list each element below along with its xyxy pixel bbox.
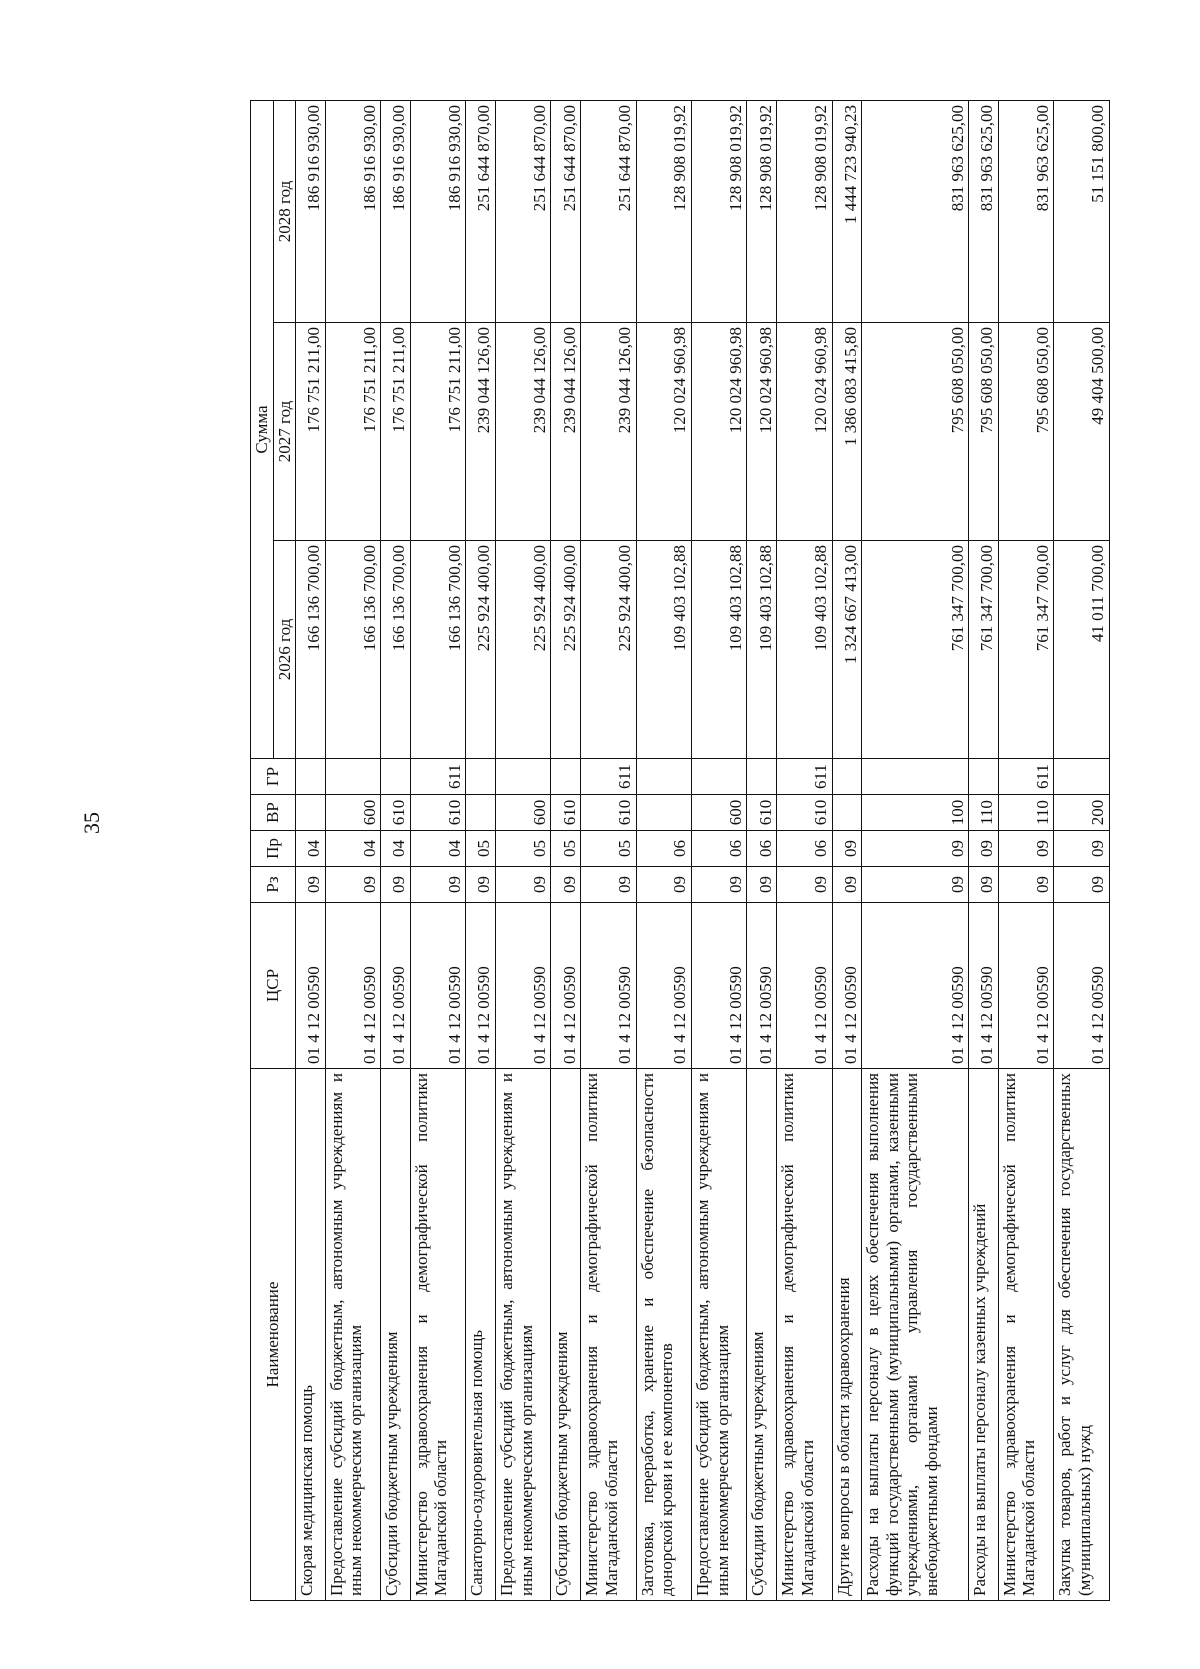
table-row xyxy=(496,101,551,1601)
row-2027-cell: 239 044 126,00 xyxy=(496,323,551,541)
row-name-cell: Закупка товаров, работ и услуг для обеспечения государственных (муниципальных) нужд xyxy=(1054,1069,1110,1601)
header-row-1 xyxy=(251,101,274,1601)
row-csr-cell: 01 4 12 00590 xyxy=(551,903,581,1069)
row-name-cell: Расходы на выплаты персоналу казенных учреждений xyxy=(969,1069,999,1601)
row-2026-cell: 225 924 400,00 xyxy=(466,541,496,759)
row-pr-cell: 05 xyxy=(496,831,551,867)
row-2028-cell: 251 644 870,00 xyxy=(496,101,551,323)
row-2027-cell: 1 386 083 415,80 xyxy=(832,323,862,541)
row-csr-cell: 01 4 12 00590 xyxy=(969,903,999,1069)
row-name-cell: Субсидии бюджетным учреждениям xyxy=(551,1069,581,1601)
row-2028-cell: 128 908 019,92 xyxy=(747,101,777,323)
row-2028-cell: 1 444 723 940,23 xyxy=(832,101,862,323)
row-vr-cell: 610 xyxy=(551,795,581,831)
row-pr-cell: 05 xyxy=(466,831,496,867)
row-name-cell: Министерство здравоохранения и демографической политики Магаданской области xyxy=(410,1069,465,1601)
table-row xyxy=(692,101,747,1601)
header-pr: Пр xyxy=(251,831,296,867)
header-csr: ЦСР xyxy=(251,903,296,1069)
header-2028: 2028 год xyxy=(273,101,296,323)
row-pr-cell: 06 xyxy=(636,831,691,867)
row-rz-cell: 09 xyxy=(1054,867,1110,903)
row-csr-cell: 01 4 12 00590 xyxy=(832,903,862,1069)
row-2028-cell: 251 644 870,00 xyxy=(466,101,496,323)
header-sum: Сумма xyxy=(251,101,274,759)
row-gr-cell: 611 xyxy=(998,759,1053,795)
row-2026-cell: 761 347 700,00 xyxy=(969,541,999,759)
row-vr-cell xyxy=(636,795,691,831)
row-name-cell: Министерство здравоохранения и демографической политики Магаданской области xyxy=(777,1069,832,1601)
row-2027-cell: 120 024 960,98 xyxy=(636,323,691,541)
row-csr-cell: 01 4 12 00590 xyxy=(381,903,411,1069)
row-2027-cell: 120 024 960,98 xyxy=(692,323,747,541)
table-row xyxy=(466,101,496,1601)
row-vr-cell: 610 xyxy=(747,795,777,831)
row-csr-cell: 01 4 12 00590 xyxy=(692,903,747,1069)
table-row xyxy=(1054,101,1110,1601)
row-pr-cell: 09 xyxy=(862,831,969,867)
row-vr-cell: 200 xyxy=(1054,795,1110,831)
row-2027-cell: 795 608 050,00 xyxy=(862,323,969,541)
row-2028-cell: 186 916 930,00 xyxy=(381,101,411,323)
row-2026-cell: 109 403 102,88 xyxy=(777,541,832,759)
row-2027-cell: 239 044 126,00 xyxy=(551,323,581,541)
row-pr-cell: 09 xyxy=(832,831,862,867)
row-name-cell: Скорая медицинская помощь xyxy=(296,1069,326,1601)
row-rz-cell: 09 xyxy=(325,867,380,903)
row-2026-cell: 109 403 102,88 xyxy=(692,541,747,759)
row-2026-cell: 761 347 700,00 xyxy=(998,541,1053,759)
row-vr-cell: 610 xyxy=(410,795,465,831)
row-gr-cell xyxy=(466,759,496,795)
row-gr-cell xyxy=(747,759,777,795)
row-pr-cell: 06 xyxy=(692,831,747,867)
row-vr-cell xyxy=(296,795,326,831)
table-row xyxy=(998,101,1053,1601)
row-2026-cell: 166 136 700,00 xyxy=(410,541,465,759)
row-rz-cell: 09 xyxy=(862,867,969,903)
row-pr-cell: 04 xyxy=(381,831,411,867)
table-row xyxy=(636,101,691,1601)
row-2028-cell: 128 908 019,92 xyxy=(777,101,832,323)
row-name-cell: Санаторно-оздоровительная помощь xyxy=(466,1069,496,1601)
row-csr-cell: 01 4 12 00590 xyxy=(777,903,832,1069)
row-pr-cell: 04 xyxy=(410,831,465,867)
row-pr-cell: 06 xyxy=(777,831,832,867)
row-gr-cell xyxy=(551,759,581,795)
row-2026-cell: 166 136 700,00 xyxy=(325,541,380,759)
row-rz-cell: 09 xyxy=(832,867,862,903)
row-csr-cell: 01 4 12 00590 xyxy=(862,903,969,1069)
header-name: Наименование xyxy=(251,1069,296,1601)
row-vr-cell: 610 xyxy=(381,795,411,831)
budget-table xyxy=(250,100,1110,1601)
row-gr-cell xyxy=(325,759,380,795)
row-2027-cell: 239 044 126,00 xyxy=(466,323,496,541)
table-row xyxy=(862,101,969,1601)
row-pr-cell: 09 xyxy=(969,831,999,867)
row-gr-cell xyxy=(969,759,999,795)
row-pr-cell: 05 xyxy=(581,831,636,867)
row-2028-cell: 128 908 019,92 xyxy=(636,101,691,323)
row-pr-cell: 06 xyxy=(747,831,777,867)
row-csr-cell: 01 4 12 00590 xyxy=(296,903,326,1069)
row-name-cell: Министерство здравоохранения и демографической политики Магаданской области xyxy=(581,1069,636,1601)
row-pr-cell: 09 xyxy=(1054,831,1110,867)
table-row xyxy=(747,101,777,1601)
row-2027-cell: 239 044 126,00 xyxy=(581,323,636,541)
row-gr-cell xyxy=(862,759,969,795)
row-2026-cell: 225 924 400,00 xyxy=(551,541,581,759)
row-2027-cell: 49 404 500,00 xyxy=(1054,323,1110,541)
table-row xyxy=(296,101,326,1601)
row-2027-cell: 795 608 050,00 xyxy=(998,323,1053,541)
row-gr-cell xyxy=(496,759,551,795)
row-gr-cell xyxy=(832,759,862,795)
row-csr-cell: 01 4 12 00590 xyxy=(496,903,551,1069)
row-rz-cell: 09 xyxy=(296,867,326,903)
row-rz-cell: 09 xyxy=(969,867,999,903)
row-rz-cell: 09 xyxy=(551,867,581,903)
row-vr-cell: 610 xyxy=(581,795,636,831)
row-name-cell: Заготовка, переработка, хранение и обеспечение безопасности донорской крови и ее компонентов xyxy=(636,1069,691,1601)
header-vr: ВР xyxy=(251,795,296,831)
row-rz-cell: 09 xyxy=(466,867,496,903)
row-name-cell: Предоставление субсидий бюджетным, автономным учреждениям и иным некоммерческим организациям xyxy=(692,1069,747,1601)
row-pr-cell: 04 xyxy=(325,831,380,867)
row-rz-cell: 09 xyxy=(410,867,465,903)
row-rz-cell: 09 xyxy=(692,867,747,903)
row-2026-cell: 41 011 700,00 xyxy=(1054,541,1110,759)
table-row xyxy=(832,101,862,1601)
header-rz: Рз xyxy=(251,867,296,903)
row-2026-cell: 225 924 400,00 xyxy=(581,541,636,759)
row-2028-cell: 186 916 930,00 xyxy=(296,101,326,323)
row-csr-cell: 01 4 12 00590 xyxy=(998,903,1053,1069)
row-csr-cell: 01 4 12 00590 xyxy=(1054,903,1110,1069)
header-gr: ГР xyxy=(251,759,296,795)
row-2028-cell: 831 963 625,00 xyxy=(862,101,969,323)
table-row xyxy=(581,101,636,1601)
row-vr-cell: 600 xyxy=(496,795,551,831)
table-row xyxy=(551,101,581,1601)
row-gr-cell xyxy=(636,759,691,795)
row-vr-cell xyxy=(832,795,862,831)
row-rz-cell: 09 xyxy=(998,867,1053,903)
row-rz-cell: 09 xyxy=(581,867,636,903)
row-2028-cell: 186 916 930,00 xyxy=(410,101,465,323)
row-name-cell: Субсидии бюджетным учреждениям xyxy=(747,1069,777,1601)
row-gr-cell: 611 xyxy=(777,759,832,795)
row-2027-cell: 176 751 211,00 xyxy=(410,323,465,541)
table-row xyxy=(969,101,999,1601)
table-row xyxy=(410,101,465,1601)
row-gr-cell: 611 xyxy=(410,759,465,795)
row-name-cell: Расходы на выплаты персоналу в целях обеспечения выполнения функций государственными (муниципальными) органами, казенными учреждениями, органами управления государственными внебюджетными фондами xyxy=(862,1069,969,1601)
row-pr-cell: 09 xyxy=(998,831,1053,867)
row-csr-cell: 01 4 12 00590 xyxy=(466,903,496,1069)
row-2027-cell: 120 024 960,98 xyxy=(777,323,832,541)
row-pr-cell: 05 xyxy=(551,831,581,867)
row-gr-cell xyxy=(692,759,747,795)
table-row xyxy=(777,101,832,1601)
row-2027-cell: 120 024 960,98 xyxy=(747,323,777,541)
row-name-cell: Субсидии бюджетным учреждениям xyxy=(381,1069,411,1601)
row-2028-cell: 186 916 930,00 xyxy=(325,101,380,323)
row-2026-cell: 166 136 700,00 xyxy=(381,541,411,759)
row-vr-cell: 610 xyxy=(777,795,832,831)
row-rz-cell: 09 xyxy=(777,867,832,903)
row-rz-cell: 09 xyxy=(636,867,691,903)
row-name-cell: Министерство здравоохранения и демографической политики Магаданской области xyxy=(998,1069,1053,1601)
row-name-cell: Предоставление субсидий бюджетным, автономным учреждениям и иным некоммерческим организациям xyxy=(325,1069,380,1601)
row-name-cell: Предоставление субсидий бюджетным, автономным учреждениям и иным некоммерческим организациям xyxy=(496,1069,551,1601)
row-csr-cell: 01 4 12 00590 xyxy=(636,903,691,1069)
row-rz-cell: 09 xyxy=(381,867,411,903)
row-2028-cell: 831 963 625,00 xyxy=(969,101,999,323)
row-gr-cell xyxy=(1054,759,1110,795)
row-vr-cell: 100 xyxy=(862,795,969,831)
row-gr-cell xyxy=(381,759,411,795)
row-vr-cell xyxy=(466,795,496,831)
row-pr-cell: 04 xyxy=(296,831,326,867)
row-csr-cell: 01 4 12 00590 xyxy=(325,903,380,1069)
row-csr-cell: 01 4 12 00590 xyxy=(747,903,777,1069)
table-row xyxy=(381,101,411,1601)
row-2028-cell: 251 644 870,00 xyxy=(581,101,636,323)
table-body xyxy=(296,101,1110,1601)
header-2027: 2027 год xyxy=(273,323,296,541)
row-csr-cell: 01 4 12 00590 xyxy=(410,903,465,1069)
row-2026-cell: 1 324 667 413,00 xyxy=(832,541,862,759)
row-2027-cell: 176 751 211,00 xyxy=(381,323,411,541)
row-rz-cell: 09 xyxy=(747,867,777,903)
table-row xyxy=(325,101,380,1601)
row-2027-cell: 176 751 211,00 xyxy=(325,323,380,541)
row-2028-cell: 128 908 019,92 xyxy=(692,101,747,323)
row-gr-cell xyxy=(296,759,326,795)
row-2026-cell: 761 347 700,00 xyxy=(862,541,969,759)
row-2026-cell: 225 924 400,00 xyxy=(496,541,551,759)
row-csr-cell: 01 4 12 00590 xyxy=(581,903,636,1069)
row-name-cell: Другие вопросы в области здравоохранения xyxy=(832,1069,862,1601)
row-vr-cell: 110 xyxy=(969,795,999,831)
row-2027-cell: 795 608 050,00 xyxy=(969,323,999,541)
table-head xyxy=(251,101,296,1601)
row-2028-cell: 51 151 800,00 xyxy=(1054,101,1110,323)
budget-table-rotated xyxy=(250,101,1110,1601)
row-2026-cell: 109 403 102,88 xyxy=(636,541,691,759)
row-2028-cell: 251 644 870,00 xyxy=(551,101,581,323)
row-vr-cell: 600 xyxy=(692,795,747,831)
header-2026: 2026 год xyxy=(273,541,296,759)
row-rz-cell: 09 xyxy=(496,867,551,903)
row-gr-cell: 611 xyxy=(581,759,636,795)
page-number: 35 xyxy=(79,812,104,834)
row-2027-cell: 176 751 211,00 xyxy=(296,323,326,541)
row-vr-cell: 600 xyxy=(325,795,380,831)
row-2028-cell: 831 963 625,00 xyxy=(998,101,1053,323)
row-2026-cell: 109 403 102,88 xyxy=(747,541,777,759)
row-vr-cell: 110 xyxy=(998,795,1053,831)
row-2026-cell: 166 136 700,00 xyxy=(296,541,326,759)
